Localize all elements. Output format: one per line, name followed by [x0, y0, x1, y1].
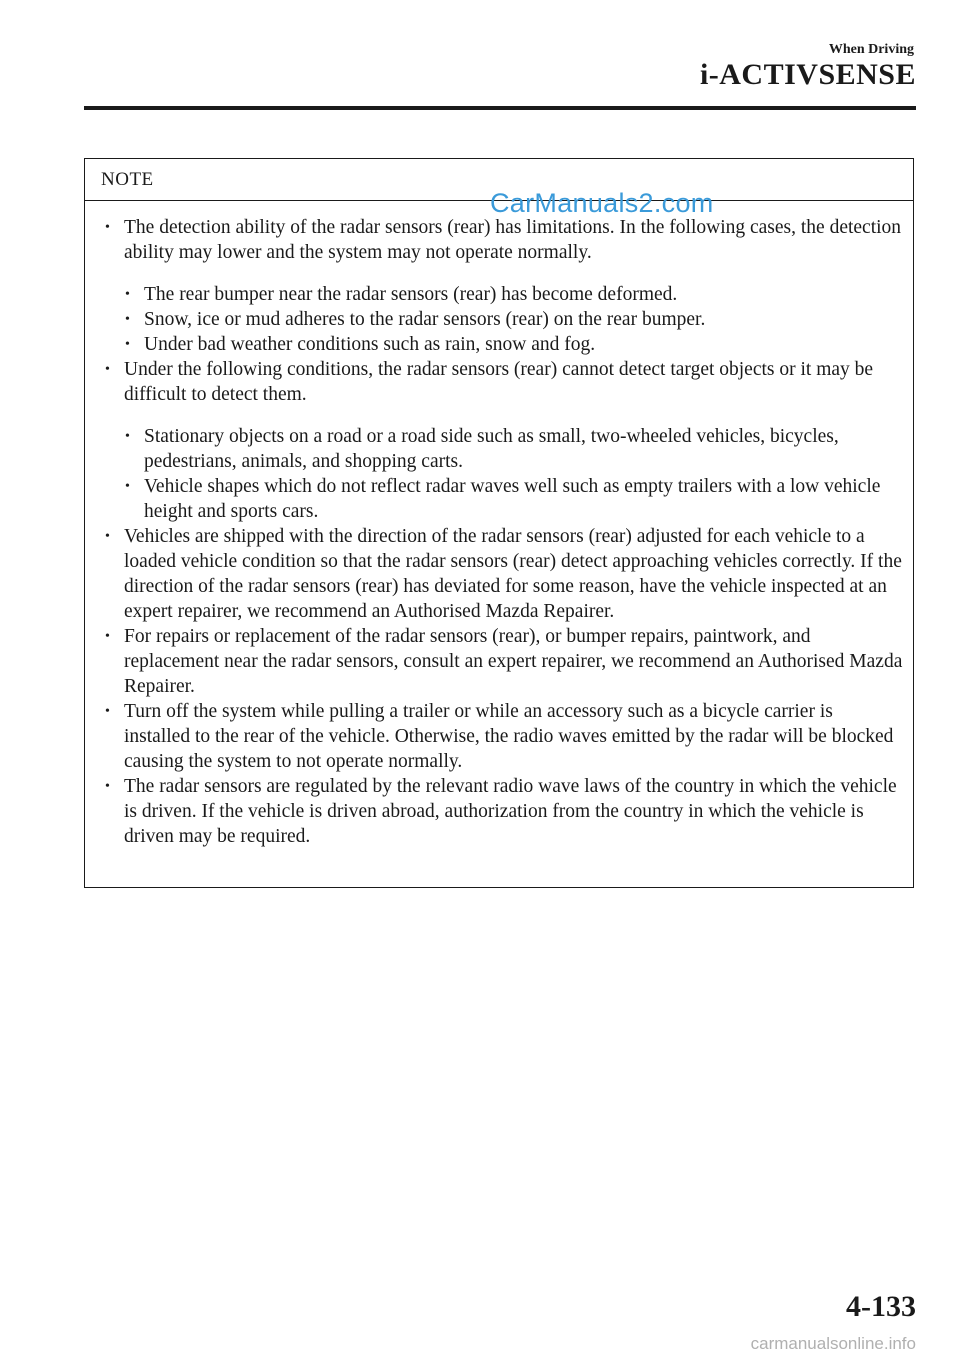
- list-item: [105, 474, 903, 524]
- bullet-icon: •: [125, 312, 130, 327]
- list-item: [105, 624, 903, 699]
- bullet-icon: •: [105, 362, 110, 377]
- bullet-icon: •: [105, 779, 110, 794]
- page-number: 4-133: [846, 1290, 916, 1323]
- item-text: Vehicle shapes which do not reflect radar waves well such as empty trailers with a low vehicle height and sports cars.: [144, 476, 881, 522]
- item-text: For repairs or replacement of the radar sensors (rear), or bumper repairs, paintwork, and replacement near the radar sensors, consult an expert repairer, we recommend an Authorised Mazda Repairer.: [124, 626, 903, 697]
- list-item: [105, 215, 903, 265]
- note-box: [84, 158, 914, 888]
- bullet-icon: •: [105, 704, 110, 719]
- list-item: [105, 357, 903, 407]
- list-item: [105, 332, 903, 357]
- bullet-icon: •: [125, 337, 130, 352]
- header-section: When Driving: [828, 42, 914, 57]
- note-heading: NOTE: [85, 159, 913, 201]
- note-body: [85, 201, 913, 849]
- item-text: The radar sensors are regulated by the relevant radio wave laws of the country in which the vehicle is driven. If the vehicle is driven abroad, authorization from the country in which the vehicle is driven may be required.: [124, 776, 897, 847]
- list-item: [105, 699, 903, 774]
- bullet-icon: •: [125, 287, 130, 302]
- footer-watermark: carmanualsonline.info: [750, 1334, 916, 1353]
- bullet-icon: •: [105, 220, 110, 235]
- spacer: [105, 407, 903, 424]
- watermark-logo: CarManuals2.com: [490, 188, 714, 218]
- list-item: [105, 424, 903, 474]
- list-item: [105, 524, 903, 624]
- item-text: Under bad weather conditions such as rain, snow and fog.: [144, 334, 596, 355]
- list-item: [105, 282, 903, 307]
- item-text: Stationary objects on a road or a road side such as small, two-wheeled vehicles, bicycles, pedestrians, animals, and shopping carts.: [144, 426, 839, 472]
- item-text: The detection ability of the radar sensors (rear) has limitations. In the following cases, the detection ability may lower and the system may not operate normally.: [124, 217, 902, 263]
- bullet-icon: •: [125, 429, 130, 444]
- header-rule: [84, 106, 916, 110]
- item-text: Vehicles are shipped with the direction of the radar sensors (rear) adjusted for each vehicle to a loaded vehicle condition so that the radar sensors (rear) detect approaching vehicles correctly. If the direction of the radar sensors (rear) has deviated for some reason, have the vehicle inspected at an expert repairer, we recommend an Authorised Mazda Repairer.: [124, 526, 902, 622]
- item-text: Turn off the system while pulling a trailer or while an accessory such as a bicycle carrier is installed to the rear of the vehicle. Otherwise, the radio waves emitted by the radar will be blocked causing the system to not operate normally.: [124, 701, 894, 772]
- page-title: i-ACTIVSENSE: [699, 58, 916, 91]
- item-text: The rear bumper near the radar sensors (rear) has become deformed.: [144, 284, 678, 305]
- list-item: [105, 774, 903, 849]
- item-text: Under the following conditions, the radar sensors (rear) cannot detect target objects or it may be difficult to detect them.: [124, 359, 874, 405]
- bullet-icon: •: [105, 629, 110, 644]
- spacer: [105, 265, 903, 282]
- bullet-icon: •: [105, 529, 110, 544]
- list-item: [105, 307, 903, 332]
- item-text: Snow, ice or mud adheres to the radar sensors (rear) on the rear bumper.: [144, 309, 706, 330]
- bullet-icon: •: [125, 479, 130, 494]
